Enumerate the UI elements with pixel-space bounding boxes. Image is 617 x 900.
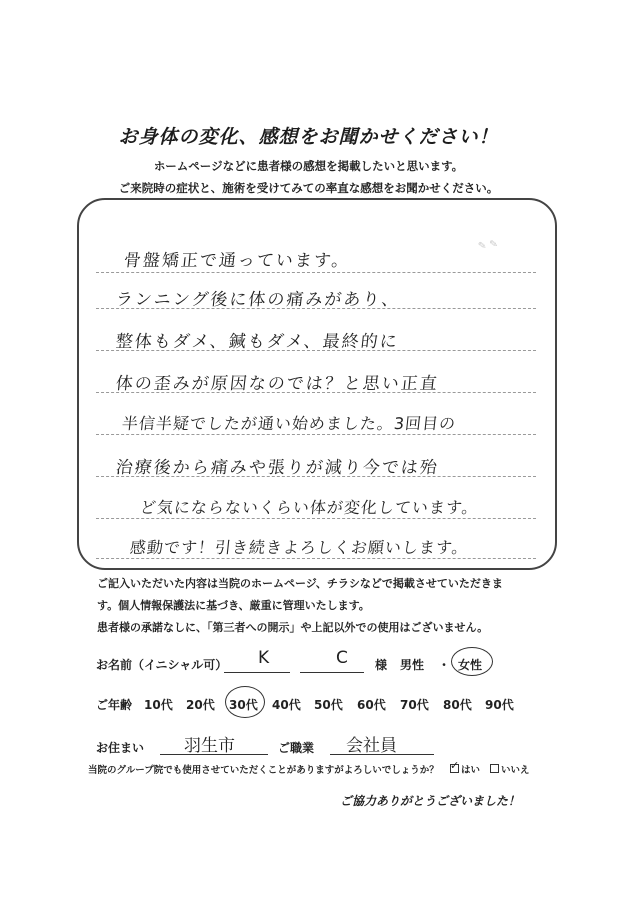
residence-value: 羽生市 (184, 736, 235, 756)
name-underline-2 (300, 672, 364, 673)
gender-separator: ・ (438, 658, 451, 672)
handwritten-line: ランニング後に体の痛みがあり、 (114, 290, 402, 310)
privacy-note-1: ご記入いただいた内容は当院のホームページ、チラシなどで掲載させていただきま (97, 577, 503, 590)
form-subtitle-1: ホームページなどに患者様の感想を掲載したいと思います。 (153, 159, 464, 173)
age-option[interactable]: 40代 (272, 698, 301, 712)
age-selected-circle (225, 686, 265, 718)
age-option[interactable]: 90代 (485, 698, 514, 712)
ruled-line (96, 272, 536, 273)
privacy-note-2: す。個人情報保護法に基づき、厳重に管理いたします。 (97, 599, 370, 612)
handwritten-line: 半信半疑でしたが通い始めました。3回目の (120, 414, 458, 433)
age-option[interactable]: 10代 (144, 698, 173, 712)
privacy-note-3: 患者様の承諾なしに、「第三者への開示」や上記以外での使用はございません。 (97, 621, 489, 634)
name-underline-1 (224, 672, 290, 673)
ruled-line (96, 434, 536, 435)
name-label: お名前（イニシャル可） (96, 658, 228, 672)
check-icon: ✓ (450, 759, 460, 772)
handwritten-line: ど気にならないくらい体が変化しています。 (138, 498, 480, 517)
name-initial-1: K (258, 648, 270, 668)
yes-label: はい (461, 765, 481, 776)
gender-female[interactable]: 女性 (458, 658, 483, 672)
ruled-line (96, 558, 536, 559)
handwritten-line: 骨盤矯正で通っています。 (122, 251, 352, 271)
age-option[interactable]: 20代 (186, 698, 215, 712)
age-option[interactable]: 60代 (357, 698, 386, 712)
age-label: ご年齢 (96, 698, 133, 712)
job-value: 会社員 (346, 736, 397, 756)
job-label: ご職業 (278, 741, 315, 755)
name-initial-2: C (336, 648, 348, 668)
no-checkbox[interactable] (490, 764, 499, 773)
no-label: いいえ (501, 765, 530, 776)
female-selected-circle (451, 647, 493, 676)
form-subtitle-2: ご来院時の症状と、施術を受けてみての率直な感想をお聞かせください。 (118, 181, 499, 195)
form-title: お身体の変化、感想をお聞かせください！ (118, 126, 499, 148)
age-option[interactable]: 70代 (400, 698, 429, 712)
handwritten-line: 感動です！引き続きよろしくお願いします。 (128, 538, 470, 557)
handwritten-line: 整体もダメ、鍼もダメ、最終的に (114, 332, 400, 352)
gender-male[interactable]: 男性 (400, 658, 425, 672)
handwritten-line: 治療後から痛みや張りが減り今では殆 (114, 458, 440, 478)
age-option[interactable]: 50代 (314, 698, 343, 712)
residence-label: お住まい (96, 741, 145, 755)
handwritten-line: 体の歪みが原因なのでは？と思い正直 (114, 374, 440, 394)
sama-label: 様 (375, 658, 388, 672)
ruled-line (96, 518, 536, 519)
faint-stamp-mark: ✎ ✎ (477, 238, 499, 253)
group-question: 当院のグループ院でも使用させていただくことがありますがよろしいでしょうか？ (88, 765, 439, 776)
age-option[interactable]: 30代 (229, 698, 258, 712)
age-option[interactable]: 80代 (443, 698, 472, 712)
thanks-message: ご協力ありがとうございました！ (340, 794, 521, 808)
